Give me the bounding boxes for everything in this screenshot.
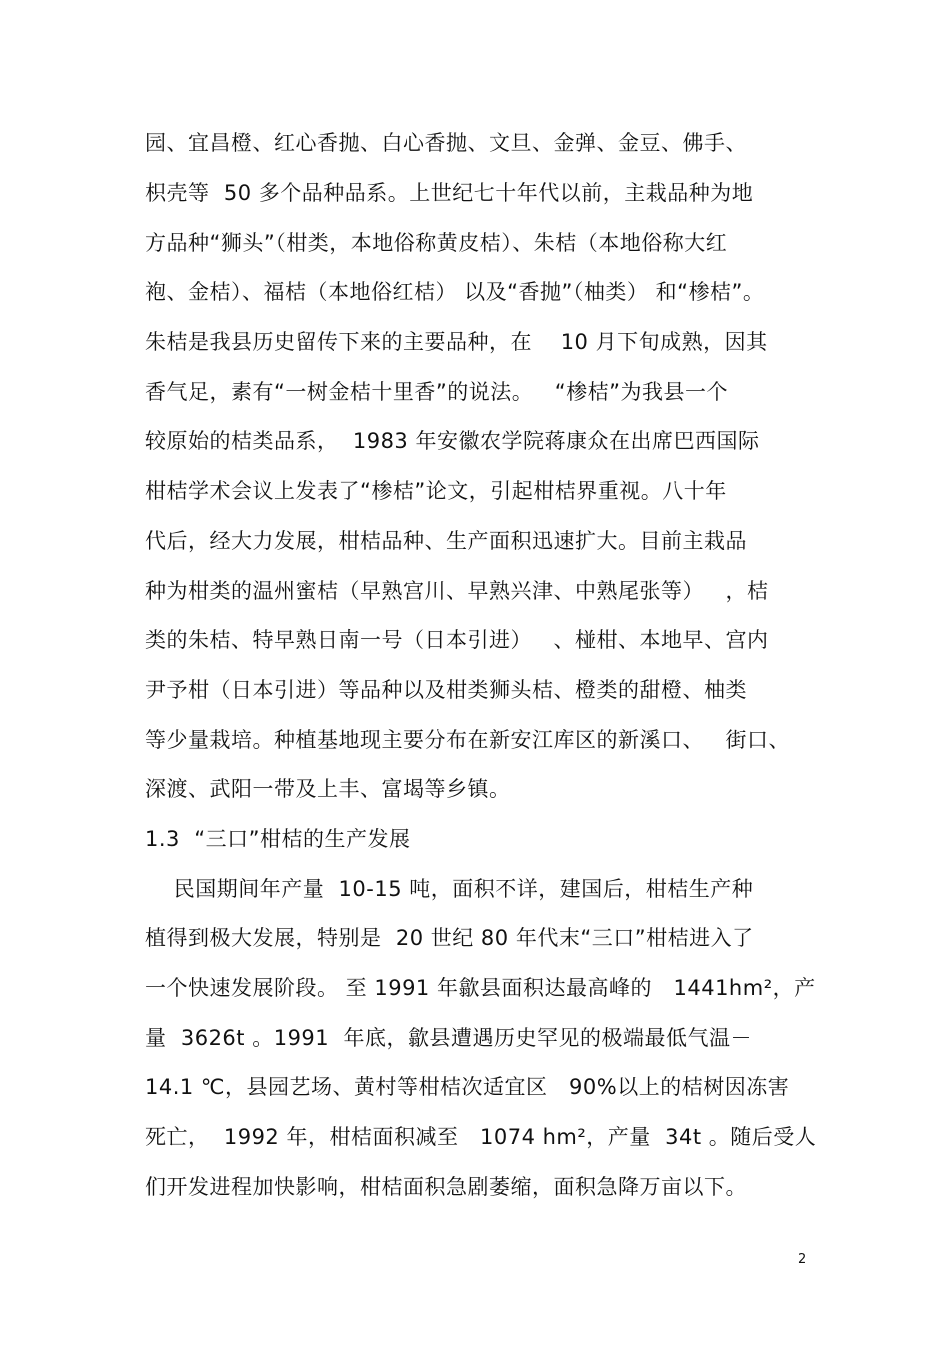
text-line-11: 类的朱桔、特早熟日南一号（日本引进） 、椪柑、本地早、宫内 [145, 628, 769, 652]
text-line-16: 民国期间年产量 10-15 吨，面积不详，建国后，柑桔生产种 [145, 877, 754, 901]
text-line-9: 代后，经大力发展，柑桔品种、生产面积迅速扩大。目前主栽品 [145, 529, 747, 553]
text-line-1: 园、宜昌橙、红心香抛、白心香抛、文旦、金弹、金豆、佛手、 [145, 131, 747, 155]
text-line-7: 较原始的桔类品系， 1983 年安徽农学院蒋康众在出席巴西国际 [145, 429, 760, 453]
text-line-20: 14.1 ℃，县园艺场、黄村等柑桔次适宜区 90%以上的桔树因冻害 [145, 1075, 790, 1099]
text-line-17: 植得到极大发展，特别是 20 世纪 80 年代末“三口”柑桔进入了 [145, 926, 754, 950]
text-line-12: 尹予柑（日本引进）等品种以及柑类狮头桔、橙类的甜橙、柚类 [145, 678, 747, 702]
text-line-3: 方品种“狮头”（柑类，本地俗称黄皮桔）、朱桔（本地俗称大红 [145, 231, 728, 255]
text-line-4: 袍、金桔）、福桔（本地俗红桔） 以及“香抛”（柚类） 和“椮桔”。 [145, 280, 765, 304]
text-line-6: 香气足，素有“一树金桔十里香”的说法。 “椮桔”为我县一个 [145, 380, 729, 404]
text-line-13: 等少量栽培。种植基地现主要分布在新安江库区的新溪口、 街口、 [145, 728, 791, 752]
text-line-19: 量 3626t 。1991 年底，歙县遭遇历史罕见的极端最低气温－ [145, 1026, 752, 1050]
text-line-8: 柑桔学术会议上发表了“椮桔”论文，引起柑桔界重视。八十年 [145, 479, 727, 503]
text-line-2: 枳壳等 50 多个品种品系。上世纪七十年代以前，主栽品种为地 [145, 181, 754, 205]
text-line-10: 种为柑类的温州蜜桔（早熟宫川、早熟兴津、中熟尾张等） ，桔 [145, 579, 769, 603]
text-line-18: 一个快速发展阶段。 至 1991 年歙县面积达最高峰的 1441hm²，产 [145, 976, 816, 1000]
text-line-5: 朱桔是我县历史留传下来的主要品种，在 10 月下旬成熟，因其 [145, 330, 768, 354]
text-line-22: 们开发进程加快影响，柑桔面积急剧萎缩，面积急降万亩以下。 [145, 1175, 747, 1199]
page-number: 2 [798, 1252, 807, 1267]
text-line-14: 深渡、武阳一带及上丰、富堨等乡镇。 [145, 777, 511, 801]
text-line-21: 死亡， 1992 年，柑桔面积减至 1074 hm²，产量 34t 。随后受人 [145, 1125, 817, 1149]
section-heading: 1.3 “三口”柑桔的生产发展 [145, 827, 411, 851]
